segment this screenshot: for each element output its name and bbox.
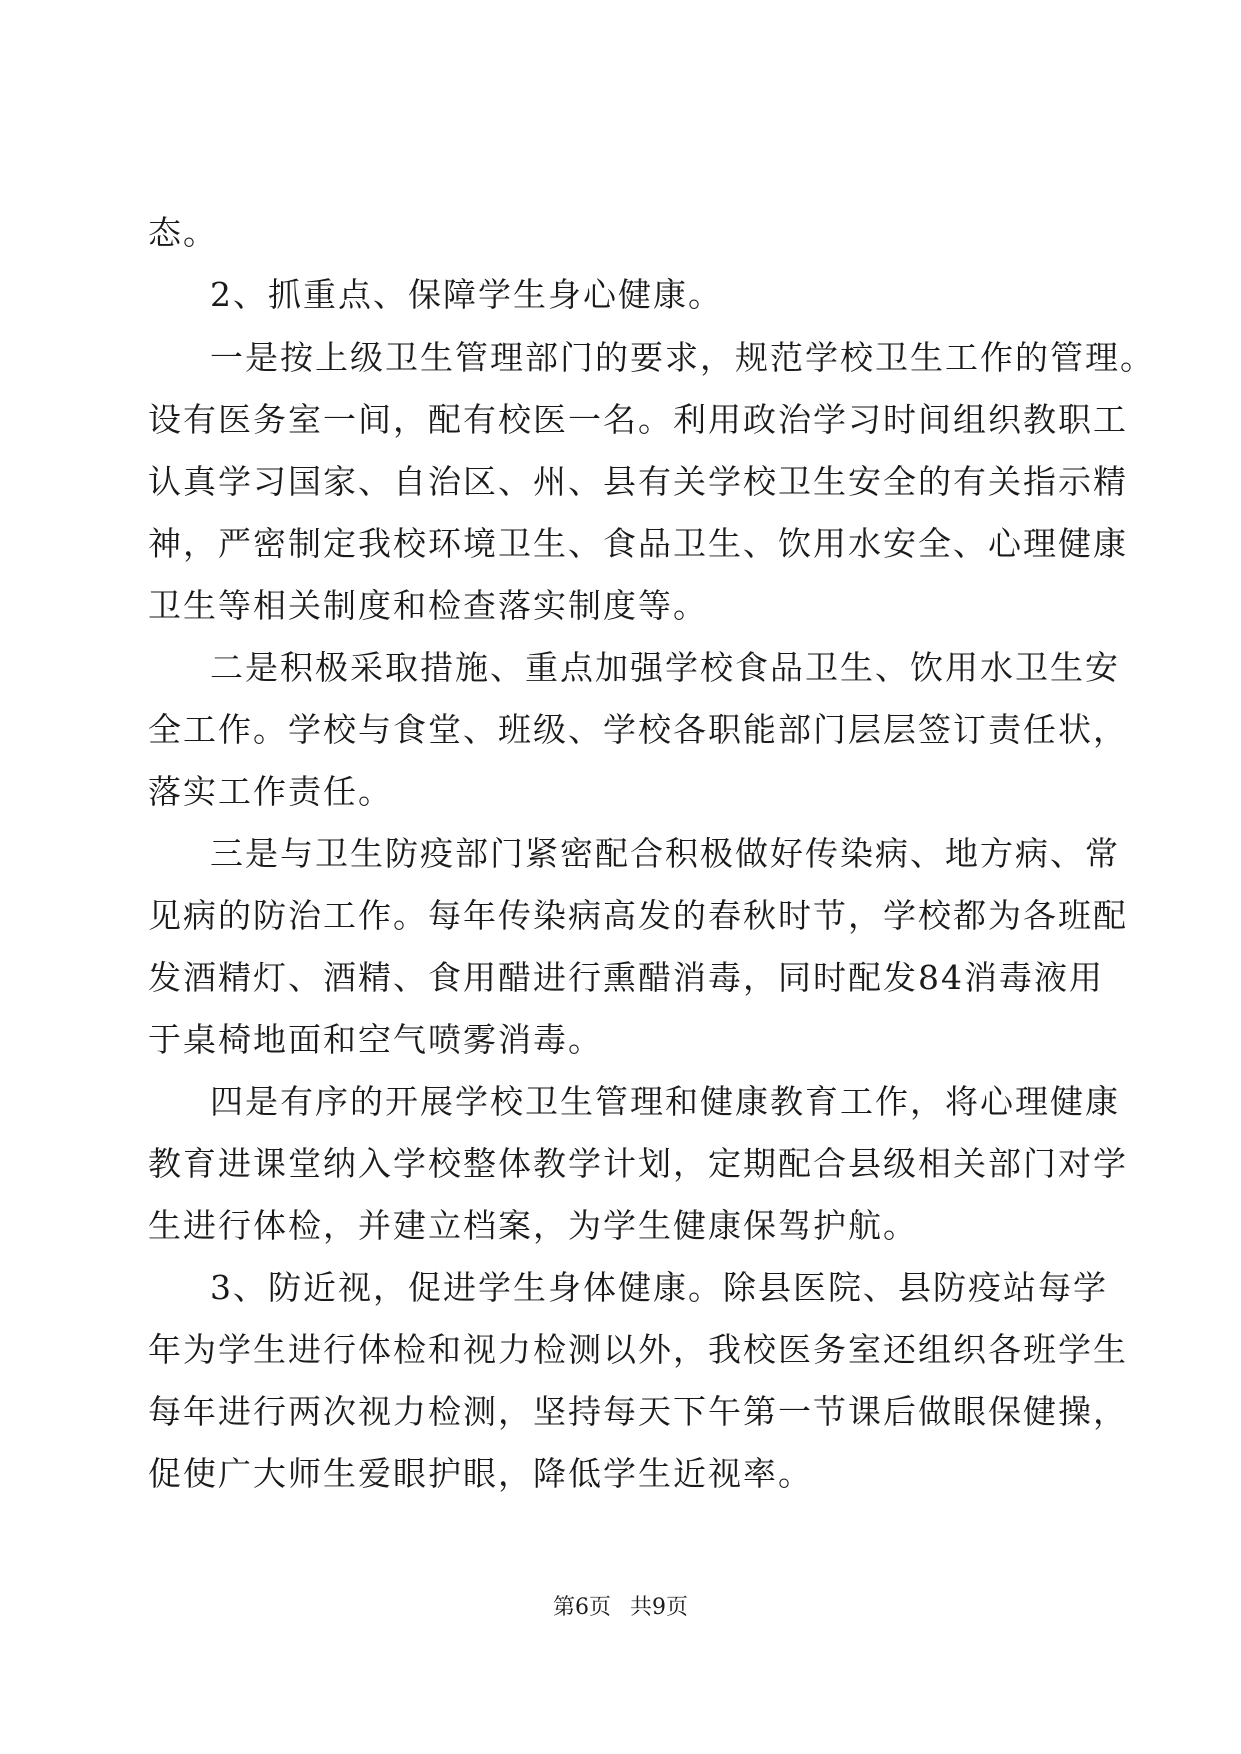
paragraph-line: 于桌椅地面和空气喷雾消毒。 <box>148 1020 603 1059</box>
page-number: 第6页 <box>553 1595 611 1620</box>
section-heading: 2、抓重点、保障学生身心健康。 <box>210 275 723 314</box>
paragraph-line: 一是按上级卫生管理部门的要求，规范学校卫生工作的管理。 <box>210 338 1155 377</box>
paragraph-line: 四是有序的开展学校卫生管理和健康教育工作，将心理健康 <box>210 1082 1120 1121</box>
paragraph-line: 认真学习国家、自治区、州、县有关学校卫生安全的有关指示精 <box>148 462 1128 501</box>
paragraph-line: 发酒精灯、酒精、食用醋进行熏醋消毒，同时配发84消毒液用 <box>148 958 1104 997</box>
paragraph-line: 每年进行两次视力检测，坚持每天下午第一节课后做眼保健操， <box>148 1392 1128 1431</box>
page-footer <box>0 1594 1241 1622</box>
paragraph-line: 二是积极采取措施、重点加强学校食品卫生、饮用水卫生安 <box>210 648 1120 687</box>
paragraph-line: 落实工作责任。 <box>148 772 393 811</box>
page-total: 共9页 <box>630 1595 688 1620</box>
paragraph-line: 年为学生进行体检和视力检测以外，我校医务室还组织各班学生 <box>148 1330 1128 1369</box>
paragraph-line: 神，严密制定我校环境卫生、食品卫生、饮用水安全、心理健康 <box>148 524 1128 563</box>
paragraph-line: 三是与卫生防疫部门紧密配合积极做好传染病、地方病、常 <box>210 834 1120 873</box>
paragraph-line: 促使广大师生爱眼护眼，降低学生近视率。 <box>148 1454 813 1493</box>
paragraph-line: 全工作。学校与食堂、班级、学校各职能部门层层签订责任状， <box>148 710 1128 749</box>
paragraph-line: 生进行体检，并建立档案，为学生健康保驾护航。 <box>148 1206 918 1245</box>
paragraph-line: 设有医务室一间，配有校医一名。利用政治学习时间组织教职工 <box>148 400 1128 439</box>
section-heading: 3、防近视，促进学生身体健康。除县医院、县防疫站每学 <box>210 1268 1108 1307</box>
paragraph-line: 卫生等相关制度和检查落实制度等。 <box>148 586 708 625</box>
paragraph-line: 教育进课堂纳入学校整体教学计划，定期配合县级相关部门对学 <box>148 1144 1128 1183</box>
paragraph-line: 态。 <box>148 213 218 252</box>
paragraph-line: 见病的防治工作。每年传染病高发的春秋时节，学校都为各班配 <box>148 896 1128 935</box>
